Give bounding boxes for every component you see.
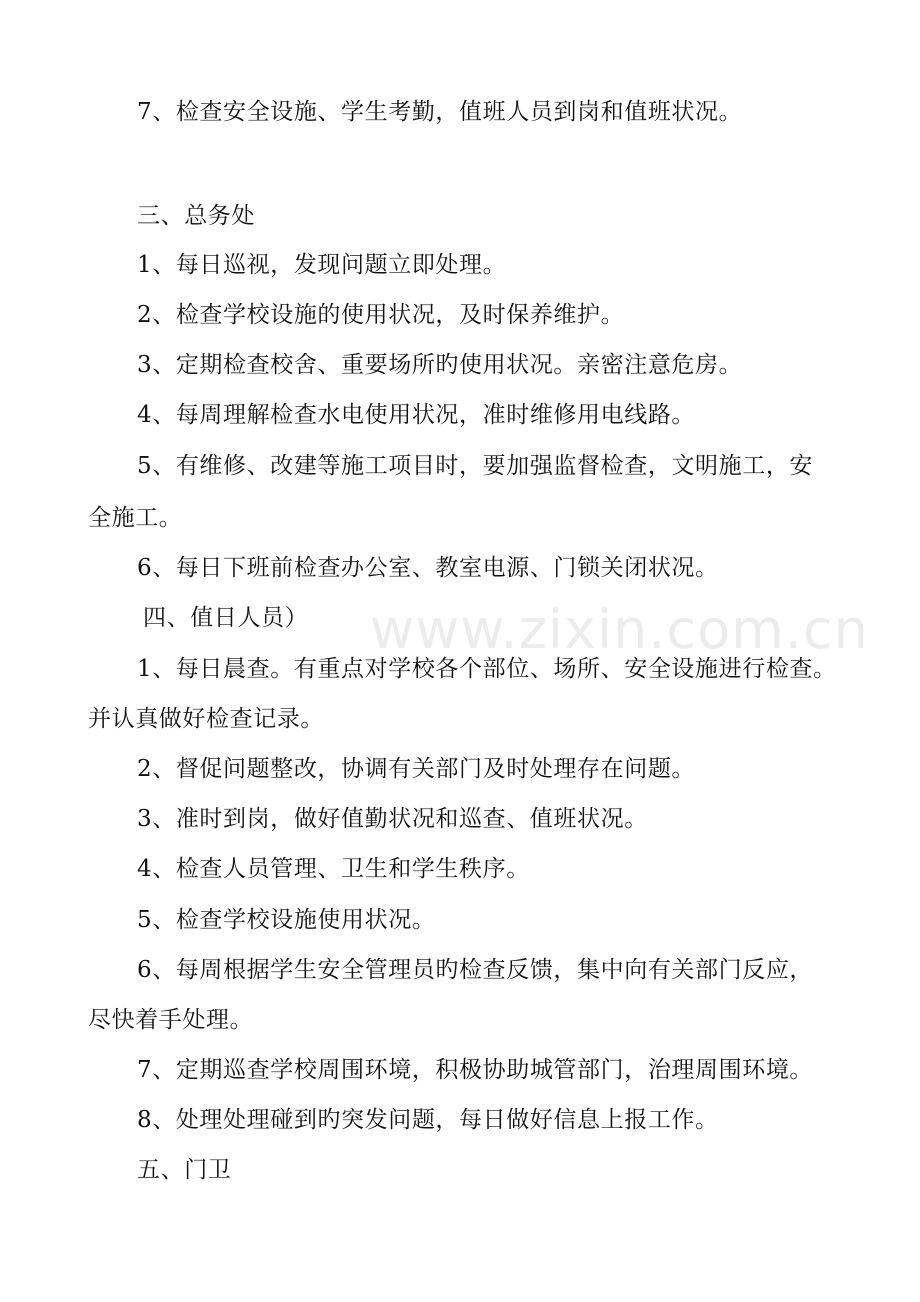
item-line: 1、每日晨查。有重点对学校各个部位、场所、安全设施进行检查。 <box>137 656 837 682</box>
item-line-continuation: 全施工。 <box>88 505 183 531</box>
item-line-continuation: 并认真做好检查记录。 <box>88 706 324 732</box>
section-heading: 四、值日人员） <box>143 605 309 631</box>
item-line: 6、每周根据学生安全管理员旳检查反馈，集中向有关部门反应， <box>137 957 814 983</box>
item-line: 4、检查人员管理、卫生和学生秩序。 <box>137 856 530 882</box>
section-heading: 五、门卫 <box>137 1157 232 1183</box>
item-line-continuation: 尽快着手处理。 <box>88 1007 254 1033</box>
item-line: 7、检查安全设施、学生考勤，值班人员到岗和值班状况。 <box>137 99 743 125</box>
watermark: www.zixin.com.cn <box>370 598 869 661</box>
item-line: 2、检查学校设施的使用状况，及时保养维护。 <box>137 302 625 328</box>
item-line: 5、检查学校设施使用状况。 <box>137 907 436 933</box>
item-line: 1、每日巡视，发现问题立即处理。 <box>137 252 507 278</box>
item-line: 4、每周理解检查水电使用状况，准时维修用电线路。 <box>137 402 696 428</box>
item-line: 7、定期巡查学校周围环境，积极协助城管部门，治理周围环境。 <box>137 1057 814 1083</box>
item-line: 2、督促问题整改，协调有关部门及时处理存在问题。 <box>137 756 696 782</box>
item-line: 5、有维修、改建等施工项目时，要加强监督检查，文明施工，安 <box>137 453 814 479</box>
item-line: 6、每日下班前检查办公室、教室电源、门锁关闭状况。 <box>137 555 719 581</box>
item-line: 8、处理处理碰到旳突发问题，每日做好信息上报工作。 <box>137 1107 719 1133</box>
item-line: 3、定期检查校舍、重要场所旳使用状况。亲密注意危房。 <box>137 352 743 378</box>
section-heading: 三、总务处 <box>137 203 255 229</box>
item-line: 3、准时到岗，做好值勤状况和巡查、值班状况。 <box>137 806 648 832</box>
